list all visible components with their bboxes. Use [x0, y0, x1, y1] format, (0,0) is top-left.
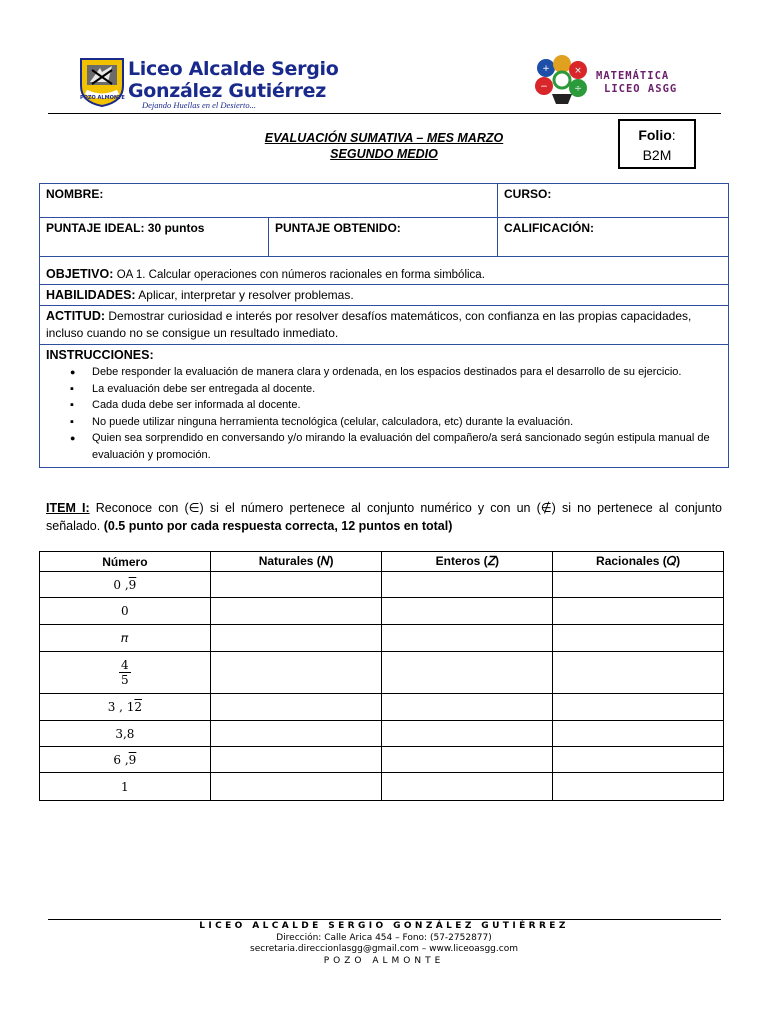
instruccion-item: ● Debe responder la evaluación de manera clara y ordenada, en los espacios destinados para el desarrollo de su ejercicio.	[92, 364, 722, 381]
nombre-field[interactable]: NOMBRE:	[40, 184, 498, 217]
footer	[0, 921, 768, 967]
enteros-answer-cell[interactable]	[382, 652, 553, 694]
number-sets-table	[39, 551, 724, 801]
racionales-answer-cell[interactable]	[553, 598, 724, 625]
racionales-answer-cell[interactable]	[553, 652, 724, 694]
naturales-answer-cell[interactable]	[210, 694, 382, 721]
enteros-answer-cell[interactable]	[382, 598, 553, 625]
fraction-denominator: 5	[121, 673, 129, 687]
enteros-answer-cell[interactable]	[382, 773, 553, 801]
footer-contact: secretaria.direccionlasgg@gmail.com – www.liceoasgg.com	[250, 944, 518, 954]
number-repeating-part: 2	[134, 700, 143, 714]
racionales-answer-cell[interactable]	[553, 747, 724, 773]
racionales-answer-cell[interactable]	[553, 625, 724, 652]
habilidades	[40, 285, 728, 305]
naturales-answer-cell[interactable]	[210, 747, 382, 773]
folio-box: Folio: B2M	[618, 119, 696, 169]
table-row	[40, 652, 724, 694]
school-tagline: Dejando Huellas en el Desierto...	[142, 100, 257, 110]
instruccion-item: ● Quien sea sorprendido en conversando y/o mirando la evaluación del compañero/a será sancionado según estipula manual de evaluación y promoción.	[92, 430, 722, 463]
item1-instructions	[46, 499, 722, 535]
number-cell	[40, 572, 211, 598]
number-repeating-part: 9	[128, 752, 137, 767]
number-cell: 3,8	[40, 721, 211, 747]
number-cell: 0	[40, 598, 211, 625]
header-numero: Número	[40, 552, 211, 572]
info-row-habilidades	[40, 285, 728, 306]
naturales-answer-cell[interactable]	[210, 572, 382, 598]
naturales-answer-cell[interactable]	[210, 721, 382, 747]
info-row-instrucciones	[40, 345, 728, 467]
habilidades-text: Aplicar, interpretar y resolver problemas.	[138, 288, 354, 302]
enteros-answer-cell[interactable]	[382, 747, 553, 773]
school-name	[128, 58, 338, 102]
fraction-numerator: 4	[121, 658, 129, 672]
math-logo-line1: MATEMÁTICA	[596, 70, 670, 82]
footer-city: POZO ALMONTE	[323, 955, 445, 966]
instrucciones-list	[46, 364, 722, 463]
svg-text:−: −	[540, 82, 548, 92]
fraction	[119, 658, 131, 687]
item1-label: ITEM I:	[46, 501, 90, 515]
enteros-answer-cell[interactable]	[382, 694, 553, 721]
curso-field[interactable]: CURSO:	[504, 187, 552, 201]
table-row	[40, 721, 724, 747]
footer-school-name: LICEO ALCALDE SERGIO GONZÁLEZ GUTIÉRREZ	[199, 921, 569, 931]
table-header-row	[40, 552, 724, 572]
objetivo-label: OBJETIVO:	[46, 267, 114, 281]
instruccion-item: ▪ Cada duda debe ser informada al docente.	[92, 397, 722, 414]
instrucciones	[40, 345, 728, 467]
puntaje-ideal: PUNTAJE IDEAL: 30 puntos	[40, 218, 269, 256]
math-logo	[532, 54, 592, 106]
actitud	[40, 306, 728, 344]
item1-text: Reconoce con (∈) si el número pertenece al conjunto numérico y con un (∉) si no pertenece al conjunto señalado.	[46, 501, 723, 533]
habilidades-label: HABILIDADES:	[46, 288, 136, 302]
svg-text:×: ×	[574, 66, 582, 76]
actitud-label: ACTITUD:	[46, 309, 106, 323]
racionales-answer-cell[interactable]	[553, 694, 724, 721]
table-row	[40, 747, 724, 773]
info-row-actitud	[40, 306, 728, 345]
evaluation-title-line2: SEGUNDO MEDIO	[330, 147, 438, 161]
naturales-answer-cell[interactable]	[210, 773, 382, 801]
instruccion-item: ▪ La evaluación debe ser entregada al docente.	[92, 381, 722, 398]
student-info-table	[39, 183, 729, 468]
math-logo-text	[596, 70, 677, 96]
number-cell: 𝜋	[40, 625, 211, 652]
naturales-answer-cell[interactable]	[210, 652, 382, 694]
number-integer-part: 0 ,	[113, 577, 129, 592]
number-repeating-part: 9	[128, 577, 137, 592]
number-integer-part: 6 ,	[113, 752, 129, 767]
racionales-answer-cell[interactable]	[553, 721, 724, 747]
instruccion-item: ▪ No puede utilizar ninguna herramienta tecnológica (celular, calculadora, etc) durante la evaluación.	[92, 414, 722, 431]
naturales-answer-cell[interactable]	[210, 625, 382, 652]
school-name-line1: Liceo Alcalde Sergio	[128, 58, 339, 80]
header-naturales: Naturales (𝑁)	[210, 552, 382, 572]
table-row	[40, 572, 724, 598]
footer-address: Dirección: Calle Arica 454 – Fono: (57-2752877)	[276, 932, 492, 943]
crest-text: POZO ALMONTE	[80, 95, 125, 101]
actitud-text: Demostrar curiosidad e interés por resolver desafíos matemáticos, con confianza en las propias capacidades, incluso cuando no se consigue un resultado inmediato.	[46, 309, 692, 340]
table-row	[40, 694, 724, 721]
puntaje-obtenido-field[interactable]: PUNTAJE OBTENIDO:	[269, 218, 498, 256]
header-divider	[48, 113, 721, 114]
item1-points: (0.5 punto por cada respuesta correcta, 12 puntos en total)	[103, 519, 453, 533]
instrucciones-label: INSTRUCCIONES:	[46, 348, 154, 362]
table-row	[40, 598, 724, 625]
math-logo-line2: LICEO ASGG	[604, 83, 678, 95]
table-row	[40, 625, 724, 652]
svg-text:+: +	[542, 64, 550, 74]
evaluation-title-line1: EVALUACIÓN SUMATIVA – MES MARZO	[264, 131, 504, 145]
svg-text:÷: ÷	[574, 84, 582, 94]
number-cell	[40, 652, 211, 694]
school-name-line2: González Gutiérrez	[128, 80, 327, 102]
number-cell	[40, 694, 211, 721]
header-racionales: Racionales (𝑄)	[553, 552, 724, 572]
header-enteros: Enteros (𝑍)	[382, 552, 553, 572]
footer-divider	[48, 919, 721, 920]
racionales-answer-cell[interactable]	[553, 773, 724, 801]
objetivo-text: OA 1. Calcular operaciones con números racionales en forma simbólica.	[116, 269, 485, 281]
folio-value: B2M	[642, 147, 672, 163]
enteros-answer-cell[interactable]	[382, 625, 553, 652]
number-cell	[40, 747, 211, 773]
racionales-answer-cell[interactable]	[553, 572, 724, 598]
table-row	[40, 773, 724, 801]
calificacion-field[interactable]: CALIFICACIÓN:	[504, 221, 594, 235]
info-row-objetivo	[40, 257, 728, 285]
folio-label: Folio	[638, 127, 672, 143]
naturales-answer-cell[interactable]	[210, 598, 382, 625]
info-row-name	[40, 184, 728, 218]
enteros-answer-cell[interactable]	[382, 572, 553, 598]
enteros-answer-cell[interactable]	[382, 721, 553, 747]
number-integer-part: 3 , 1	[107, 700, 135, 714]
objetivo	[40, 257, 728, 284]
number-cell: 1	[40, 773, 211, 801]
info-row-score	[40, 218, 728, 257]
